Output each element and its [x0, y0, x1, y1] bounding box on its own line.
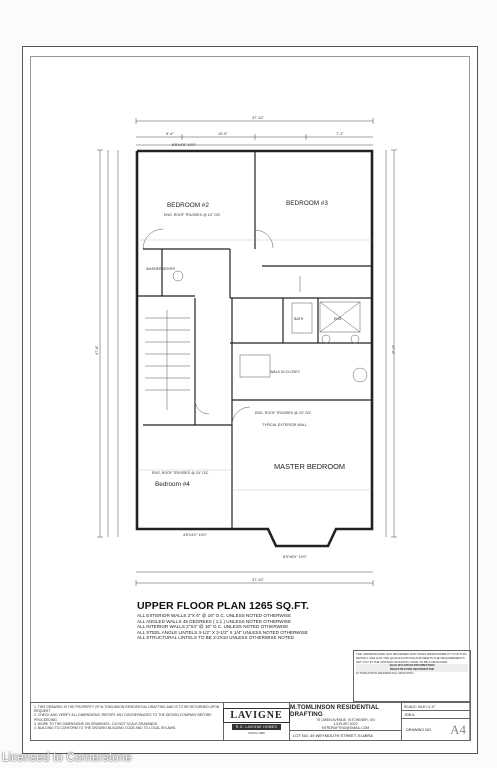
firm-name: M.TOMLINSON RESIDENTIAL DRAFTING [290, 703, 380, 718]
plan-note: ALL ANGLED WALLS 45 DEGREES ( 1:1 ) UNLESS NOTED OTHERWISE [137, 618, 292, 624]
plan-notes [137, 613, 367, 641]
room-bath: BATH [294, 317, 304, 321]
listing-watermark: Licensed to Cornerstone [2, 752, 132, 764]
truss-note-1: ENG. ROOF TRUSSES @ 24" O/C [164, 213, 221, 217]
logo-wordmark: LAVIGNE [223, 708, 289, 723]
room-master-bedroom: MASTER BEDROOM [274, 462, 346, 471]
general-note: 3. WORK TO THE DIMENSIONS ON DRAWINGS - DO NOT SCALE DRAWINGS. [34, 721, 159, 726]
room-bedroom-3: BEDROOM #3 [286, 200, 328, 207]
firm-address: 75 OWEN AVENUE, KITCHENER, ON [316, 717, 375, 722]
logo-subtitle: R.G. LAVIGNE HOMES [232, 724, 281, 730]
drawing-number-field [402, 719, 470, 740]
builder-logo [224, 703, 290, 740]
firm-phone: 1-519-897-6322 [333, 721, 358, 726]
drawing-number-label: DRAWING NO. [406, 727, 433, 732]
room-bedroom-4: Bedroom #4 [155, 481, 190, 488]
room-ensuite: ENS [334, 317, 342, 321]
qualification-heading: QUALIFICATION INFORMATION [356, 664, 468, 668]
typical-wall-note: TYPICAL EXTERIOR WALL [262, 423, 307, 427]
dim-top-a: 5'-4" [166, 132, 174, 136]
dim-top-b: 10'-5" [218, 132, 228, 136]
scale-field: SCALE: 3/16"=1'-0" [402, 703, 470, 711]
plan-note: ALL INTERIOR WALLS 2"X4" @ 16" O.C. UNLESS NOTED OTHERWISE [137, 624, 289, 630]
plan-note: ALL STEEL ANGLE LINTELS 3-1/2" X 3-1/2" X 1/4" UNLESS NOTED OTHERWISE [137, 629, 308, 635]
job-number-field: JOB #: [402, 711, 470, 719]
logo-established: SINCE 1980 [248, 731, 265, 735]
sheet-number: A4 [450, 721, 466, 737]
firm-email: MTRDRAFTING@GMAIL.COM [321, 725, 370, 730]
general-notes [31, 703, 224, 740]
general-note: 1. THIS DRAWING IS THE PROPERTY OF M.TOMLINSON RESIDENTIAL DRAFTING AND IS TO BE RETURNED UPON REQUEST. [34, 705, 220, 714]
room-bedroom-2: BEDROOM #2 [167, 202, 209, 209]
dim-window-1: 4'8"x4'0" 10'0" [183, 533, 207, 537]
designer-qualification-box [353, 650, 471, 702]
dim-window-2: 6'8"x4'8" 10'0" [172, 143, 196, 147]
truss-note-3: ENG. ROOF TRUSSES @ 24" O/C [152, 471, 209, 475]
drawing-info [402, 703, 470, 740]
title-block [30, 702, 471, 741]
lot-address: LOT NO. 49 WEYMOUTH STREET, ELMIRA [293, 733, 373, 738]
plan-note: ALL EXTERIOR WALLS 2"X 6" @ 16" O.C. UNLESS NOTED OTHERWISE [137, 613, 292, 618]
dim-bay-window: 8'0"x8'0" 10'0" [283, 555, 307, 559]
dim-bottom-overall: 37'-10" [252, 578, 264, 582]
dim-right-overall: 47'-6" [391, 345, 395, 355]
truss-note-2: ENG. ROOF TRUSSES @ 24" O/C [255, 411, 312, 415]
room-laundry: WASHER DRYER [146, 267, 176, 271]
dim-left-overall: 47'-6" [95, 345, 99, 355]
firm-info [290, 703, 402, 740]
qualification-intro: THE UNDERSIGNED HAS REVIEWED AND TAKES RESPONSIBILITY FOR THIS DESIGN, AND HAS THE QUALIFICATIONS AND MEETS THE REQUIREMENTS SET OUT IN THE ONTARIO BUILDING CODE TO BE A DESIGNER. [356, 652, 467, 664]
general-note: 2. CHECK AND VERIFY ALL DIMENSIONS. REPORT ANY DISCREPANCIES TO THE DESIGN COMPANY BEFORE PROCEEDING. [34, 713, 212, 722]
general-note: 4. BUILDING TO CONFORM TO THE ONTARIO BUILDING CODE AND TO LOCAL BYLAWS. [34, 726, 177, 731]
registration-heading: REGISTRATION INFORMATION [356, 668, 468, 672]
dim-top-c: 7'-1" [336, 132, 344, 136]
room-walk-in-closet: WALK IN CLOSET [270, 370, 301, 374]
designer-name: M.TOMLINSON RESIDENTIAL DRAFTING [356, 670, 414, 675]
plan-title: UPPER FLOOR PLAN 1265 SQ.FT. [137, 600, 309, 612]
dim-top-overall: 37'-10" [252, 116, 264, 120]
plan-note: ALL STRUCTURAL LINTELS TO BE 2-2X10 UNLESS OTHERWISE NOTED [137, 635, 294, 641]
